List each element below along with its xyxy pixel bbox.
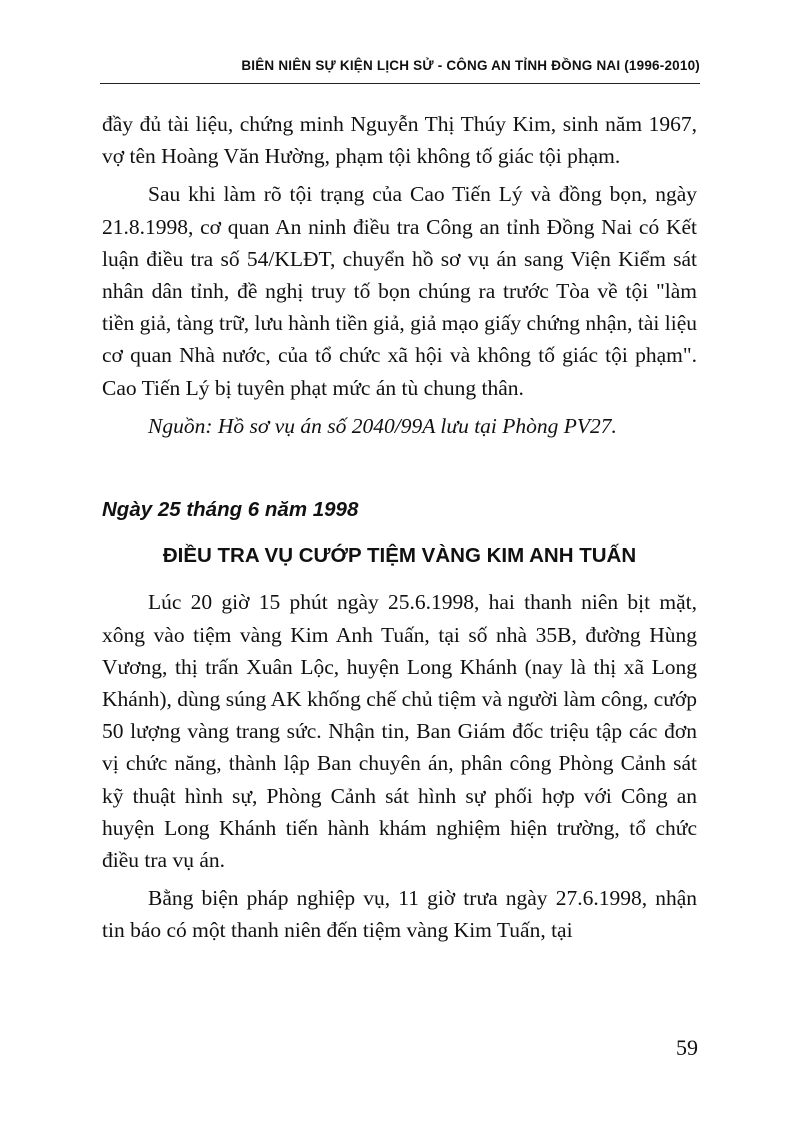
section-title: ĐIỀU TRA VỤ CƯỚP TIỆM VÀNG KIM ANH TUẤN [162, 544, 637, 568]
source-note: Nguồn: Hồ sơ vụ án số 2040/99A lưu tại Phòng PV27. [148, 413, 617, 438]
paragraph-1: đầy đủ tài liệu, chứng minh Nguyễn Thị Thúy Kim, sinh năm 1967, vợ tên Hoàng Văn Hường, phạm tội không tố giác tội phạm. [102, 112, 697, 169]
paragraph-3: Lúc 20 giờ 15 phút ngày 25.6.1998, hai thanh niên bịt mặt, xông vào tiệm vàng Kim Anh Tuấn, tại số nhà 35B, đường Hùng Vương, thị trấn Xuân Lộc, huyện Long Khánh (nay là thị xã Long Khánh), dùng súng AK khống chế chủ tiệm và người làm công, cướp 50 lượng vàng trang sức. Nhận tin, Ban Giám đốc triệu tập các đơn vị chức năng, thành lập Ban chuyên án, phân công Phòng Cảnh sát kỹ thuật hình sự, Phòng Cảnh sát hình sự phối hợp với Công an huyện Long Khánh tiến hành khám nghiệm hiện trường, tổ chức điều tra vụ án. [102, 590, 697, 873]
header-rule [100, 83, 700, 84]
running-header: BIÊN NIÊN SỰ KIỆN LỊCH SỬ - CÔNG AN TỈNH ĐỒNG NAI (1996-2010) [241, 58, 700, 73]
page-body [102, 108, 697, 953]
paragraph-4: Bằng biện pháp nghiệp vụ, 11 giờ trưa ngày 27.6.1998, nhận tin báo có một thanh niên đến tiệm vàng Kim Tuấn, tại [102, 886, 697, 943]
paragraph-2: Sau khi làm rõ tội trạng của Cao Tiến Lý và đồng bọn, ngày 21.8.1998, cơ quan An ninh điều tra Công an tỉnh Đồng Nai có Kết luận điều tra số 54/KLĐT, chuyển hồ sơ vụ án sang Viện Kiểm sát nhân dân tỉnh, đề nghị truy tố bọn chúng ra trước Tòa về tội "làm tiền giả, tàng trữ, lưu hành tiền giả, giả mạo giấy chứng nhận, tài liệu cơ quan Nhà nước, của tổ chức xã hội và không tố giác tội phạm". Cao Tiến Lý bị tuyên phạt mức án tù chung thân. [102, 182, 697, 400]
page-number: 59 [676, 1035, 698, 1060]
date-heading: Ngày 25 tháng 6 năm 1998 [102, 498, 359, 522]
